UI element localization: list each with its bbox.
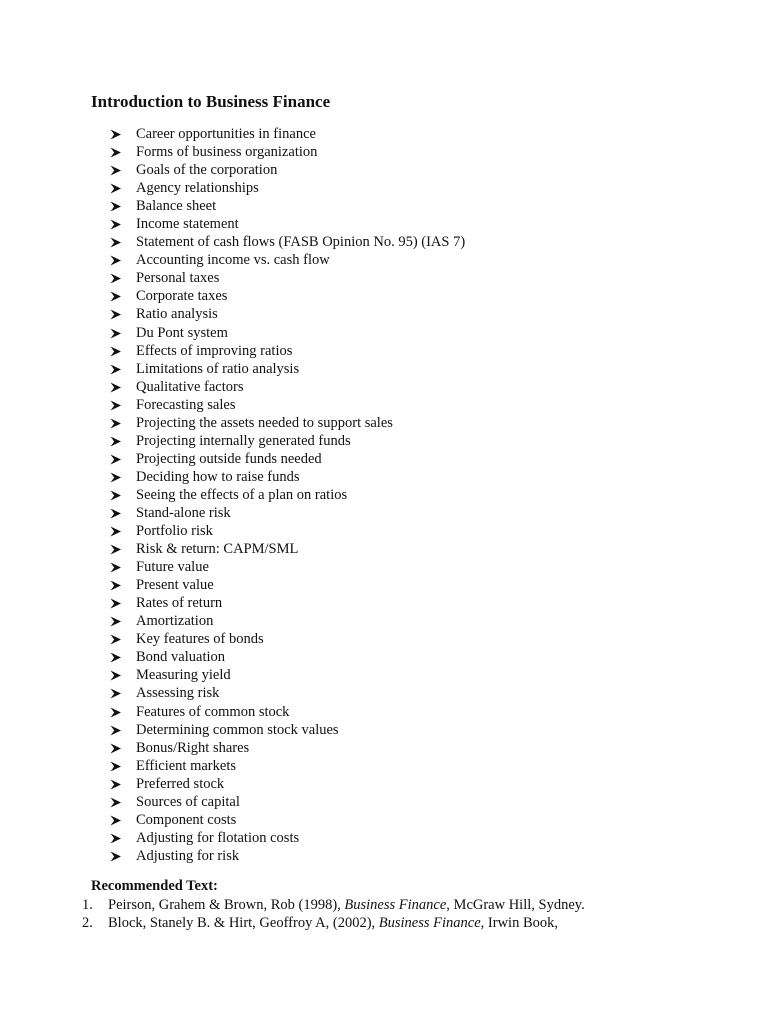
topic-label: Determining common stock values (136, 721, 339, 738)
topic-label: Balance sheet (136, 198, 217, 215)
arrowhead-bullet-icon (110, 775, 136, 793)
topic-label: Amortization (136, 613, 214, 630)
topic-item (110, 594, 465, 612)
topic-item (110, 612, 465, 630)
topic-item (110, 847, 465, 865)
topic-item (110, 739, 465, 757)
topic-item (110, 450, 465, 468)
topic-label: Forecasting sales (136, 396, 236, 413)
topic-label: Du Pont system (136, 324, 228, 341)
topic-label: Sources of capital (136, 793, 240, 810)
reference-publisher: , Irwin Book, (480, 915, 559, 931)
topic-label: Assessing risk (136, 685, 220, 702)
topic-label: Effects of improving ratios (136, 342, 293, 359)
topic-item (110, 721, 465, 739)
topic-item (110, 811, 465, 829)
topic-item (110, 793, 465, 811)
topic-label: Seeing the effects of a plan on ratios (136, 486, 348, 503)
topic-label: Present value (136, 577, 214, 594)
arrowhead-bullet-icon (110, 739, 136, 757)
topic-item (110, 396, 465, 414)
topic-label: Component costs (136, 811, 237, 828)
arrowhead-bullet-icon (110, 233, 136, 251)
topic-item (110, 775, 465, 793)
topic-label: Projecting the assets needed to support sales (136, 414, 393, 431)
arrowhead-bullet-icon (110, 684, 136, 702)
arrowhead-bullet-icon (110, 432, 136, 450)
topic-item (110, 504, 465, 522)
arrowhead-bullet-icon (110, 504, 136, 522)
recommended-text-heading: Recommended Text: (91, 878, 218, 894)
reference-authors: Block, Stanely B. & Hirt, Geoffroy A, (2002), (108, 915, 379, 931)
arrowhead-bullet-icon (110, 450, 136, 468)
topic-label: Features of common stock (136, 703, 290, 720)
arrowhead-bullet-icon (110, 360, 136, 378)
topic-item (110, 251, 465, 269)
topic-item (110, 305, 465, 323)
topic-item (110, 576, 465, 594)
topic-label: Statement of cash flows (FASB Opinion No. 95) (IAS 7) (136, 234, 466, 251)
arrowhead-bullet-icon (110, 721, 136, 739)
arrowhead-bullet-icon (110, 576, 136, 594)
reference-item (82, 896, 585, 914)
reference-number: 1. (82, 897, 93, 913)
topic-label: Bond valuation (136, 649, 226, 666)
reference-number: 2. (82, 915, 93, 931)
topic-label: Projecting outside funds needed (136, 450, 322, 467)
reference-list (82, 896, 585, 932)
topic-label: Efficient markets (136, 757, 236, 774)
topic-list (110, 125, 465, 865)
arrowhead-bullet-icon (110, 666, 136, 684)
arrowhead-bullet-icon (110, 757, 136, 775)
topic-item (110, 684, 465, 702)
topic-label: Adjusting for flotation costs (136, 829, 300, 846)
arrowhead-bullet-icon (110, 468, 136, 486)
topic-item (110, 540, 465, 558)
reference-book-title: Business Finance (378, 915, 481, 931)
reference-publisher: , McGraw Hill, Sydney. (446, 897, 585, 913)
topic-label: Key features of bonds (136, 631, 264, 648)
arrowhead-bullet-icon (110, 269, 136, 287)
topic-label: Goals of the corporation (136, 162, 278, 179)
topic-label: Corporate taxes (136, 288, 228, 305)
topic-item (110, 829, 465, 847)
topic-item (110, 558, 465, 576)
arrowhead-bullet-icon (110, 793, 136, 811)
arrowhead-bullet-icon (110, 486, 136, 504)
arrowhead-bullet-icon (110, 215, 136, 233)
topic-item (110, 342, 465, 360)
arrowhead-bullet-icon (110, 829, 136, 847)
topic-label: Personal taxes (136, 270, 220, 287)
topic-item (110, 486, 465, 504)
topic-item (110, 468, 465, 486)
arrowhead-bullet-icon (110, 378, 136, 396)
reference-book-title: Business Finance (344, 897, 447, 913)
topic-label: Adjusting for risk (136, 847, 240, 864)
topic-label: Measuring yield (136, 667, 231, 684)
topic-label: Deciding how to raise funds (136, 468, 300, 485)
topic-label: Career opportunities in finance (136, 126, 316, 143)
arrowhead-bullet-icon (110, 324, 136, 342)
topic-item (110, 522, 465, 540)
topic-item (110, 197, 465, 215)
topic-item (110, 161, 465, 179)
arrowhead-bullet-icon (110, 630, 136, 648)
topic-item (110, 269, 465, 287)
topic-label: Rates of return (136, 595, 223, 612)
topic-item (110, 703, 465, 721)
topic-item (110, 324, 465, 342)
arrowhead-bullet-icon (110, 251, 136, 269)
arrowhead-bullet-icon (110, 143, 136, 161)
topic-label: Future value (136, 559, 209, 576)
topic-item (110, 648, 465, 666)
topic-item (110, 143, 465, 161)
topic-item (110, 666, 465, 684)
arrowhead-bullet-icon (110, 396, 136, 414)
topic-label: Projecting internally generated funds (136, 432, 351, 449)
arrowhead-bullet-icon (110, 811, 136, 829)
arrowhead-bullet-icon (110, 197, 136, 215)
arrowhead-bullet-icon (110, 179, 136, 197)
topic-item (110, 233, 465, 251)
topic-item (110, 757, 465, 775)
arrowhead-bullet-icon (110, 342, 136, 360)
topic-item (110, 414, 465, 432)
topic-label: Accounting income vs. cash flow (136, 252, 330, 269)
reference-item (82, 914, 585, 932)
topic-label: Risk & return: CAPM/SML (136, 541, 299, 558)
topic-label: Stand-alone risk (136, 505, 231, 521)
arrowhead-bullet-icon (110, 287, 136, 305)
arrowhead-bullet-icon (110, 558, 136, 576)
topic-label: Qualitative factors (136, 378, 244, 395)
topic-label: Income statement (136, 216, 239, 233)
topic-item (110, 630, 465, 648)
topic-item (110, 378, 465, 396)
arrowhead-bullet-icon (110, 540, 136, 558)
arrowhead-bullet-icon (110, 703, 136, 721)
topic-label: Forms of business organization (136, 144, 318, 161)
topic-label: Bonus/Right shares (136, 739, 250, 756)
arrowhead-bullet-icon (110, 594, 136, 612)
arrowhead-bullet-icon (110, 648, 136, 666)
topic-label: Limitations of ratio analysis (136, 360, 300, 377)
topic-item (110, 125, 465, 143)
topic-item (110, 215, 465, 233)
reference-authors: Peirson, Grahem & Brown, Rob (1998), (108, 897, 345, 913)
topic-item (110, 360, 465, 378)
topic-label: Ratio analysis (136, 306, 218, 323)
topic-label: Preferred stock (136, 775, 225, 792)
arrowhead-bullet-icon (110, 414, 136, 432)
document-title: Introduction to Business Finance (91, 92, 331, 111)
arrowhead-bullet-icon (110, 161, 136, 179)
topic-label: Agency relationships (136, 180, 259, 197)
topic-item (110, 179, 465, 197)
arrowhead-bullet-icon (110, 305, 136, 323)
topic-item (110, 287, 465, 305)
arrowhead-bullet-icon (110, 522, 136, 540)
topic-item (110, 432, 465, 450)
arrowhead-bullet-icon (110, 847, 136, 865)
arrowhead-bullet-icon (110, 612, 136, 630)
topic-label: Portfolio risk (136, 523, 213, 540)
arrowhead-bullet-icon (110, 125, 136, 143)
